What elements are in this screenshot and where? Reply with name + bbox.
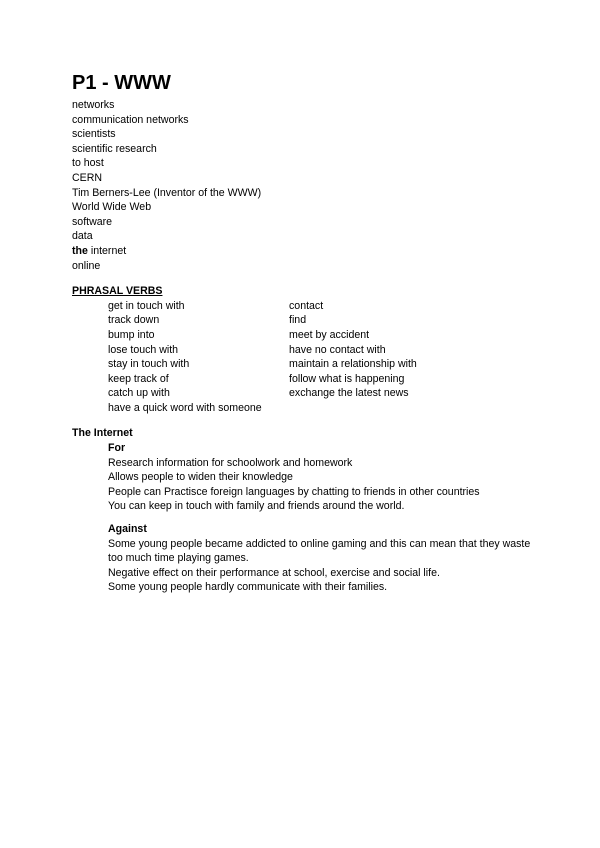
against-point: Negative effect on their performance at school, exercise and social life. [108,566,440,579]
phrasal-verb-row [108,386,542,401]
vocab-item-text: software [72,215,113,228]
phrasal-verb-meaning: exchange the latest news [289,387,409,400]
phrasal-verb-row [108,313,542,328]
phrasal-verb: track down [108,314,160,327]
vocab-item-text: CERN [72,171,103,184]
vocab-item [72,142,542,157]
internet-heading: The Internet [72,427,133,440]
phrasal-verb-row [108,401,542,416]
phrasal-verb: keep track of [108,372,169,385]
for-point: You can keep in touch with family and friends around the world. [108,500,405,513]
phrasal-verb-meaning: have no contact with [289,343,386,356]
for-heading: For [108,442,126,455]
vocab-item-text: internet [87,244,127,257]
vocab-item-bold: the [72,244,88,257]
vocab-item [72,186,542,201]
phrasal-verb: lose touch with [108,343,179,356]
vocab-item-text: World Wide Web [72,201,152,214]
for-point: Research information for schoolwork and homework [108,456,353,469]
against-heading: Against [108,523,147,536]
phrasal-verb-meaning: find [289,314,307,327]
for-point: Allows people to widen their knowledge [108,471,293,484]
vocab-item [72,98,542,113]
phrasal-verb-meaning [289,401,542,416]
phrasal-verb: get in touch with [108,299,185,312]
vocab-item-text: data [72,230,93,243]
phrasal-verb-meaning: contact [289,299,324,312]
vocab-item-text: scientists [72,128,116,141]
phrasal-verb-row [108,343,542,358]
phrasal-verb: stay in touch with [108,358,190,371]
vocab-item [72,171,542,186]
vocab-item [72,215,542,230]
phrasal-verb-row [108,299,542,314]
for-point: People can Practisce foreign languages by chatting to friends in other countries [108,485,480,498]
phrasal-verb: catch up with [108,387,170,400]
vocab-item [72,244,542,259]
vocab-item-text: communication networks [72,113,189,126]
against-point: Some young people hardly communicate with their families. [108,581,388,594]
phrasal-verb-row [108,372,542,387]
against-point: Some young people became addicted to online gaming and this can mean that they waste too much time playing games. [108,537,531,565]
phrasal-verb: bump into [108,328,155,341]
page-title: P1 - WWW [72,72,171,94]
phrasal-verb-row [108,328,542,343]
vocab-item-text: to host [72,157,104,170]
vocab-item [72,127,542,142]
vocab-item [72,229,542,244]
for-points-list [108,456,542,514]
vocab-item-text: online [72,259,101,272]
vocab-item [72,200,542,215]
phrasal-verb-meaning: maintain a relationship with [289,358,417,371]
vocab-item [72,156,542,171]
vocab-item-text: scientific research [72,142,157,155]
phrasal-verb-row [108,357,542,372]
vocab-item-text: Tim Berners-Lee (Inventor of the WWW) [72,186,262,199]
phrasal-verbs-heading: PHRASAL VERBS [72,285,163,298]
vocabulary-list [72,98,542,273]
against-points-list [108,537,542,595]
vocab-item [72,113,542,128]
document-page [72,70,542,595]
vocab-item-text: networks [72,99,115,111]
vocab-item [72,259,542,274]
phrasal-verb: have a quick word with someone [108,401,262,414]
phrasal-verb-meaning: meet by accident [289,328,370,341]
phrasal-verb-meaning: follow what is happening [289,372,405,385]
phrasal-verbs-table [108,299,542,416]
